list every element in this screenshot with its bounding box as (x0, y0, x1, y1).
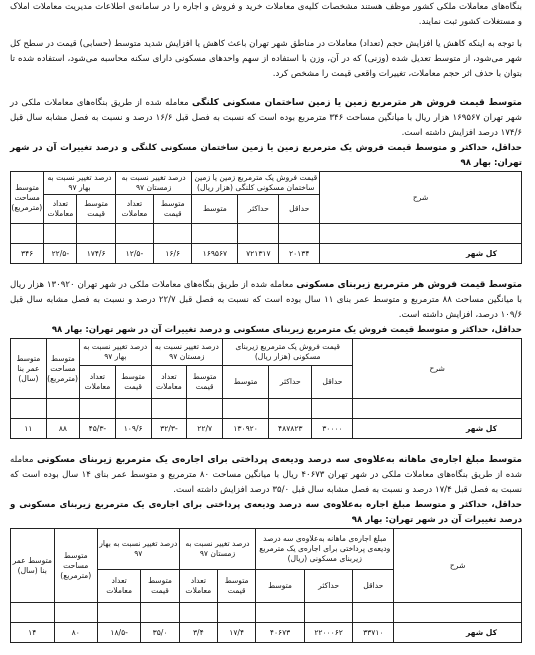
col-avg: متوسط (192, 195, 238, 224)
value-spring-count: -۲۲/۵ (44, 244, 77, 264)
value-spring-count: -۴۵/۳ (80, 419, 116, 439)
table-row (11, 244, 522, 264)
row-label: کل شهر (394, 623, 522, 643)
col-area: متوسط مساحت (مترمربع) (46, 339, 79, 399)
col-description: شرح (353, 339, 522, 399)
section3-heading: متوسط مبلغ اجاره‌ی ماهانه به‌علاوه‌ی سه درصد ودیعه‌ی پرداختی برای اجاره‌ی یک مترمربع زیربنای مسکونی (36, 455, 523, 465)
col-winter-price: متوسط قیمت (217, 570, 255, 603)
col-age: متوسط عمر بنا (سال) (11, 529, 55, 603)
col-winter-price: متوسط قیمت (154, 195, 192, 224)
value-winter-price: ۱۷/۴ (217, 623, 255, 643)
section2-paragraph (10, 278, 522, 323)
col-change-winter: درصد تغییر نسبت به زمستان ۹۷ (151, 339, 223, 366)
value-avg: ۱۶۹۵۶۷ (192, 244, 238, 264)
col-winter-count: تعداد معاملات (151, 366, 187, 399)
table-row (11, 419, 522, 439)
col-age: متوسط عمر بنا (سال) (11, 339, 47, 399)
value-winter-price: ۱۶/۶ (154, 244, 192, 264)
value-avg: ۴۰۶۷۳ (256, 623, 305, 643)
col-spring-price: متوسط قیمت (115, 366, 151, 399)
value-winter-count: -۳۲/۳ (151, 419, 187, 439)
col-area: متوسط مساحت (مترمربع) (54, 529, 97, 603)
value-spring-price: ۳۵/۰ (141, 623, 179, 643)
section1-paragraph (10, 96, 522, 141)
col-spring-price: متوسط قیمت (141, 570, 179, 603)
value-area: ۸۸ (46, 419, 79, 439)
col-change-spring: درصد تغییر نسبت به بهار ۹۷ (44, 172, 116, 195)
col-max: حداکثر (269, 366, 312, 399)
row-label: کل شهر (320, 244, 522, 264)
col-price-group: قیمت فروش یک مترمربع زمین یا زمین ساختمان مسکونی کلنگی (هزار ریال) (192, 172, 320, 195)
col-min: حداقل (312, 366, 353, 399)
value-min: ۳۳۷۱۰ (353, 623, 394, 643)
value-min: ۲۰۱۳۴ (279, 244, 320, 264)
section1-table-caption: حداقل، حداکثر و متوسط قیمت فروش یک مترمربع زمین یا زمین ساختمان مسکونی کلنگی و درصد تغییرات آن در شهر تهران: بهار ۹۸ (10, 143, 522, 168)
col-description: شرح (320, 172, 522, 224)
col-winter-price: متوسط قیمت (187, 366, 223, 399)
section2-table-caption: حداقل، حداکثر و متوسط قیمت فروش یک مترمربع زیربنای مسکونی و درصد تغییرات آن در شهر تهران: بهار ۹۸ (51, 325, 522, 335)
col-price-group: مبلغ اجاره‌ی ماهانه به‌علاوه‌ی سه درصد ودیعه‌ی پرداختی برای اجاره‌ی یک مترمربع زیربنای مسکونی (ریال) (256, 529, 394, 570)
col-change-spring: درصد تغییر نسبت به بهار ۹۷ (97, 529, 179, 570)
col-price-group: قیمت فروش یک مترمربع زیربنای مسکونی (هزار ریال) (223, 339, 353, 366)
section3-text: معامله شده از طریق بنگاه‌های معاملات ملکی در شهر تهران ۴۰۶۷۳ ریال با میانگین مساحت ۸۰ مترمربع و متوسط عمر بنای ۱۴ سال بوده است که نسبت به فصل قبل ۱۷/۴ درصد و نسبت به فصل مشابه سال قبل ۳۵/۰ درصد افزایش داشته است. (10, 455, 522, 495)
value-spring-price: ۱۰۹/۶ (115, 419, 151, 439)
value-area: ۸۰ (54, 623, 97, 643)
section3-table-caption: حداقل، حداکثر و متوسط مبلغ اجاره به‌علاوه‌ی سه درصد ودیعه‌ی پرداختی برای اجاره‌ی یک مترمربع زیربنای مسکونی و درصد تغییرات آن در شهر تهران: بهار ۹۸ (10, 500, 522, 525)
col-max: حداکثر (238, 195, 279, 224)
value-age: ۱۱ (11, 419, 47, 439)
section3-paragraph (10, 453, 522, 498)
col-change-spring: درصد تغییر نسبت به بهار ۹۷ (80, 339, 152, 366)
col-spring-count: تعداد معاملات (44, 195, 77, 224)
value-spring-price: ۱۷۴/۶ (77, 244, 115, 264)
section1-text: معامله شده از طریق بنگاه‌های معاملات ملکی در شهر تهران ۱۶۹۵۶۷ هزار ریال با میانگین مساحت ۳۴۶ مترمربع بوده است که نسبت به فصل قبل ۱۶/۶ درصد و نسبت به فصل مشابه سال قبل ۱۷۴/۶ درصد افزایش داشته است. (10, 98, 523, 138)
col-winter-count: تعداد معاملات (115, 195, 153, 224)
section2-table (10, 338, 522, 439)
intro-paragraph-1: بنگاه‌های معاملات ملکی کشور موظف هستند مشخصات کلیه‌ی معاملات خرید و فروش و اجاره را در سامانه‌ی اطلاعات مدیریت معاملات املاک و مستغلات کشور ثبت نمایند. (10, 2, 522, 27)
col-max: حداکثر (304, 570, 353, 603)
row-label: کل شهر (353, 419, 522, 439)
col-change-winter: درصد تغییر نسبت به زمستان ۹۷ (179, 529, 256, 570)
col-change-winter: درصد تغییر نسبت به زمستان ۹۷ (115, 172, 192, 195)
section2-text: معامله شده از طریق بنگاه‌های معاملات ملکی در شهر تهران ۱۳۰۹۲۰ هزار ریال با میانگین مساحت ۸۸ مترمربع و متوسط عمر بنای ۱۱ سال بوده است که نسبت به فصل قبل ۲۲/۷ درصد و نسبت به فصل مشابه سال قبل ۱۰۹/۶ درصد، افزایش داشته است. (10, 280, 523, 320)
value-max: ۷۲۱۳۱۷ (238, 244, 279, 264)
value-max: ۴۸۷۸۲۳ (269, 419, 312, 439)
col-spring-price: متوسط قیمت (77, 195, 115, 224)
col-avg: متوسط (223, 366, 269, 399)
value-winter-count: -۱۲/۵ (115, 244, 153, 264)
col-description: شرح (394, 529, 522, 603)
value-winter-price: ۲۲/۷ (187, 419, 223, 439)
col-min: حداقل (279, 195, 320, 224)
section1-table (10, 171, 522, 264)
value-spring-count: -۱۸/۵ (97, 623, 140, 643)
value-max: ۲۲۰۰۰۶۲ (304, 623, 353, 643)
intro-paragraph-2: با توجه به اینکه کاهش یا افزایش حجم (تعداد) معاملات در مناطق شهر تهران باعث کاهش یا افزایش شدید متوسط (حسابی) قیمت در سطح کل شهر می‌شود، از متوسط تعدیل شده (وزنی) که در آن، وزن با استفاده از سهم واحدهای مسکونی دارای سکنه محاسبه می‌شود، استفاده شده تا بتوان با حذف اثر حجم معاملات، تغییرات واقعی قیمت را مشخص کرد. (10, 39, 522, 79)
section3-table (10, 528, 522, 643)
table-row (11, 623, 522, 643)
value-min: ۳۰۰۰۰ (312, 419, 353, 439)
col-winter-count: تعداد معاملات (179, 570, 217, 603)
value-age: ۱۴ (11, 623, 55, 643)
section1-heading: متوسط قیمت فروش هر مترمربع زمین یا زمین ساختمان مسکونی کلنگی (192, 98, 522, 108)
col-spring-count: تعداد معاملات (97, 570, 140, 603)
value-area: ۳۴۶ (11, 244, 44, 264)
value-avg: ۱۳۰۹۲۰ (223, 419, 269, 439)
col-area: متوسط مساحت (مترمربع) (11, 172, 44, 224)
section2-heading: متوسط قیمت فروش هر مترمربع زیربنای مسکونی (296, 280, 523, 290)
value-winter-count: ۳/۴ (179, 623, 217, 643)
col-spring-count: تعداد معاملات (80, 366, 116, 399)
col-min: حداقل (353, 570, 394, 603)
col-avg: متوسط (256, 570, 305, 603)
